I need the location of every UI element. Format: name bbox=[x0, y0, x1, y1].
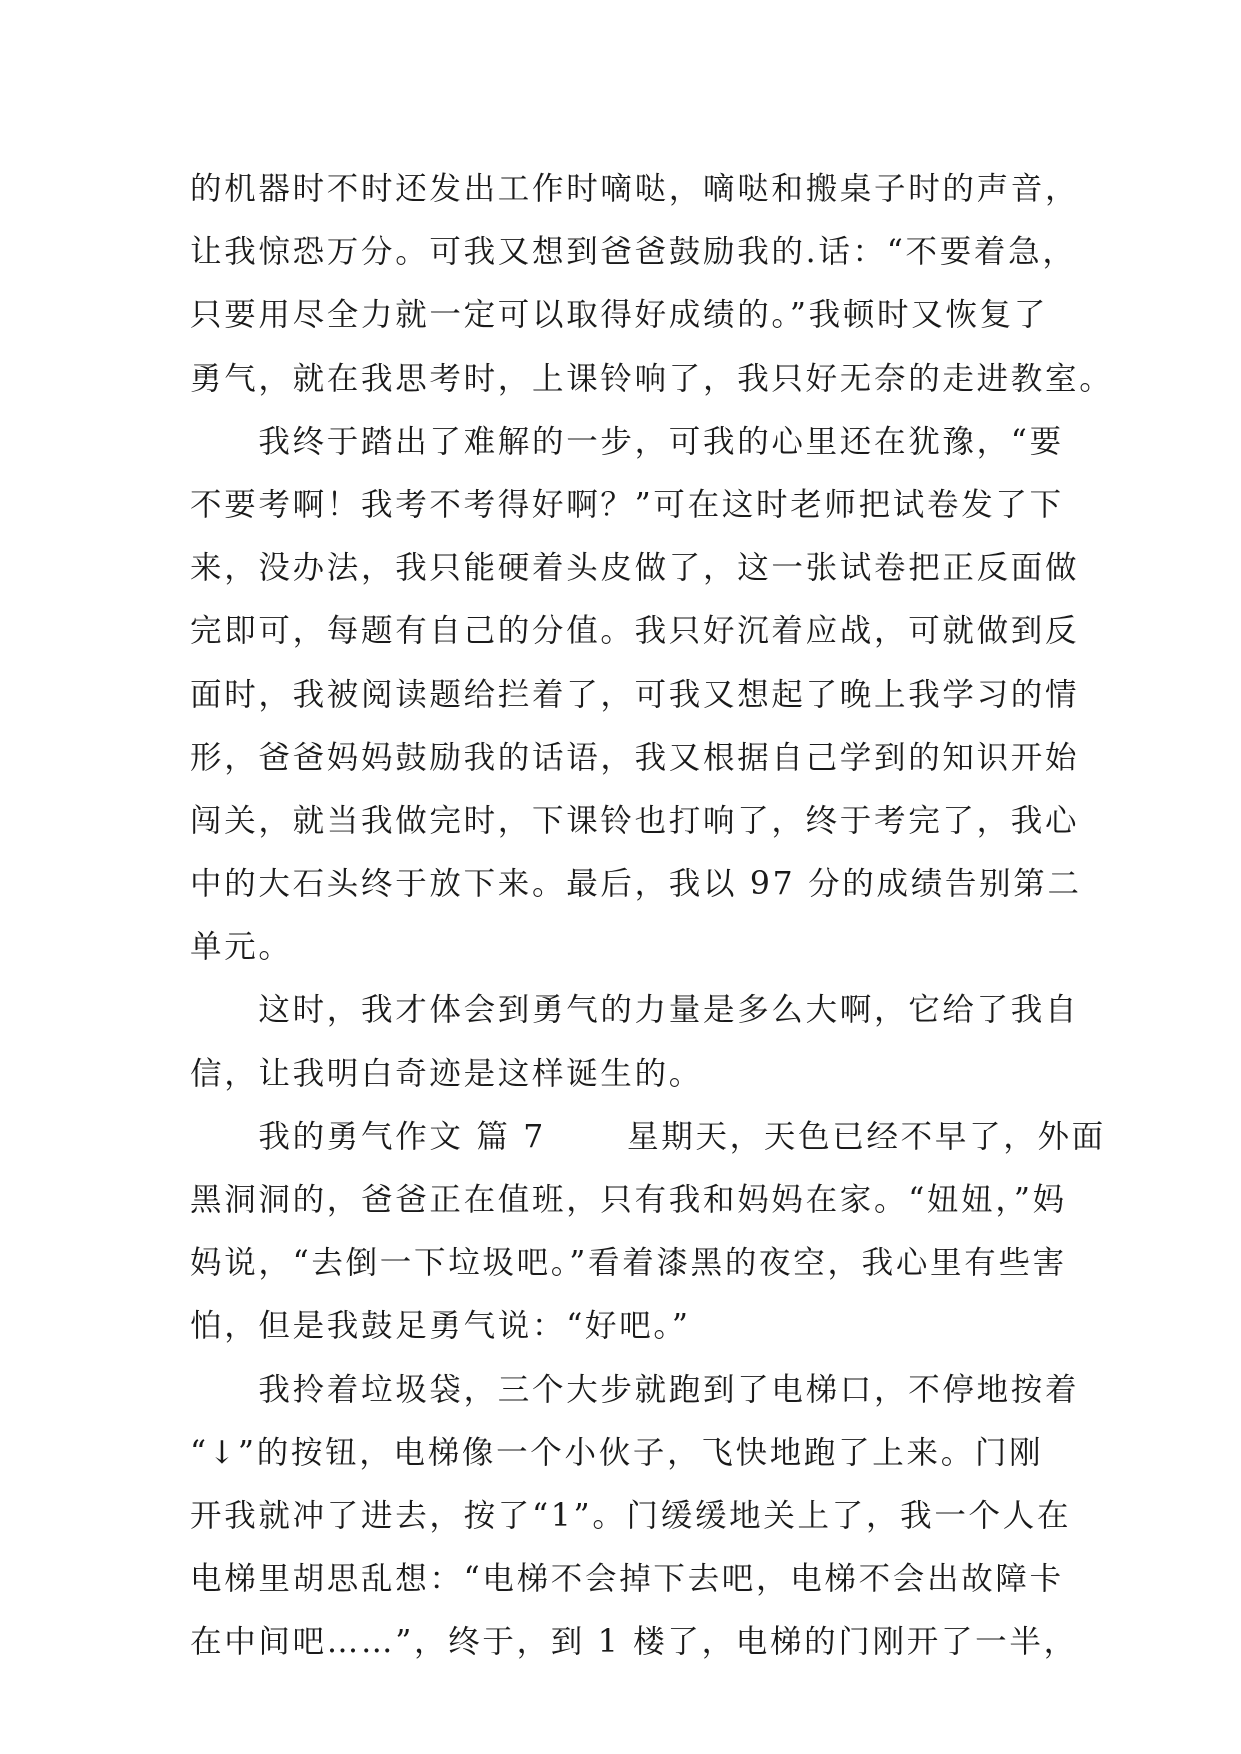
text-line: “↓”的按钮，电梯像一个小伙子，飞快地跑了上来。门刚 bbox=[190, 1434, 1044, 1471]
text-line: 闯关，就当我做完时，下课铃也打响了，终于考完了，我心 bbox=[190, 802, 1080, 839]
text-line: 黑洞洞的，爸爸正在值班，只有我和妈妈在家。“妞妞，”妈 bbox=[190, 1182, 1067, 1218]
text-line: 面时，我被阅读题给拦着了，可我又想起了晚上我学习的情 bbox=[190, 676, 1080, 713]
text-line: 完即可，每题有自己的分值。我只好沉着应战，可就做到反 bbox=[190, 613, 1080, 650]
text-line: 让我惊恐万分。可我又想到爸爸鼓励我的.话：“不要着急， bbox=[190, 234, 1077, 271]
text-line: 来，没办法，我只能硬着头皮做了，这一张试卷把正反面做 bbox=[190, 550, 1080, 587]
text-line: 在中间吧……”，终于，到 1 楼了，电梯的门刚开了一半， bbox=[190, 1624, 1078, 1661]
text-line: 不要考啊！我考不考得好啊？”可在这时老师把试卷发了下 bbox=[190, 486, 1064, 523]
text-line: 怕，但是我鼓足勇气说：“好吧。” bbox=[190, 1308, 691, 1345]
text-line: 我的勇气作文 篇 7 星期天，天色已经不早了，外面 bbox=[190, 1118, 1106, 1155]
text-line: 电梯里胡思乱想：“电梯不会掉下去吧，电梯不会出故障卡 bbox=[190, 1561, 1064, 1598]
text-line: 我拎着垃圾袋，三个大步就跑到了电梯口，不停地按着 bbox=[190, 1371, 1080, 1408]
text-line: 勇气，就在我思考时，上课铃响了，我只好无奈的走进教室。 bbox=[190, 360, 1114, 397]
text-line: 只要用尽全力就一定可以取得好成绩的。”我顿时又恢复了 bbox=[190, 297, 1049, 334]
text-line: 这时，我才体会到勇气的力量是多么大啊，它给了我自 bbox=[190, 992, 1080, 1029]
text-line: 单元。 bbox=[190, 929, 293, 966]
text-line: 中的大石头终于放下来。最后，我以 97 分的成绩告别第二 bbox=[190, 866, 1082, 903]
text-line: 信，让我明白奇迹是这样诞生的。 bbox=[190, 1055, 704, 1092]
body-text bbox=[190, 158, 1114, 1675]
text-line: 我终于踏出了难解的一步，可我的心里还在犹豫，“要 bbox=[190, 423, 1064, 460]
text-line: 的机器时不时还发出工作时嘀哒，嘀哒和搬桌子时的声音， bbox=[190, 171, 1080, 207]
text-line: 形，爸爸妈妈鼓励我的话语，我又根据自己学到的知识开始 bbox=[190, 739, 1080, 776]
text-line: 开我就冲了进去，按了“1”。门缓缓地关上了，我一个人在 bbox=[190, 1497, 1072, 1534]
text-line: 妈说，“去倒一下垃圾吧。”看着漆黑的夜空，我心里有些害 bbox=[190, 1245, 1067, 1282]
